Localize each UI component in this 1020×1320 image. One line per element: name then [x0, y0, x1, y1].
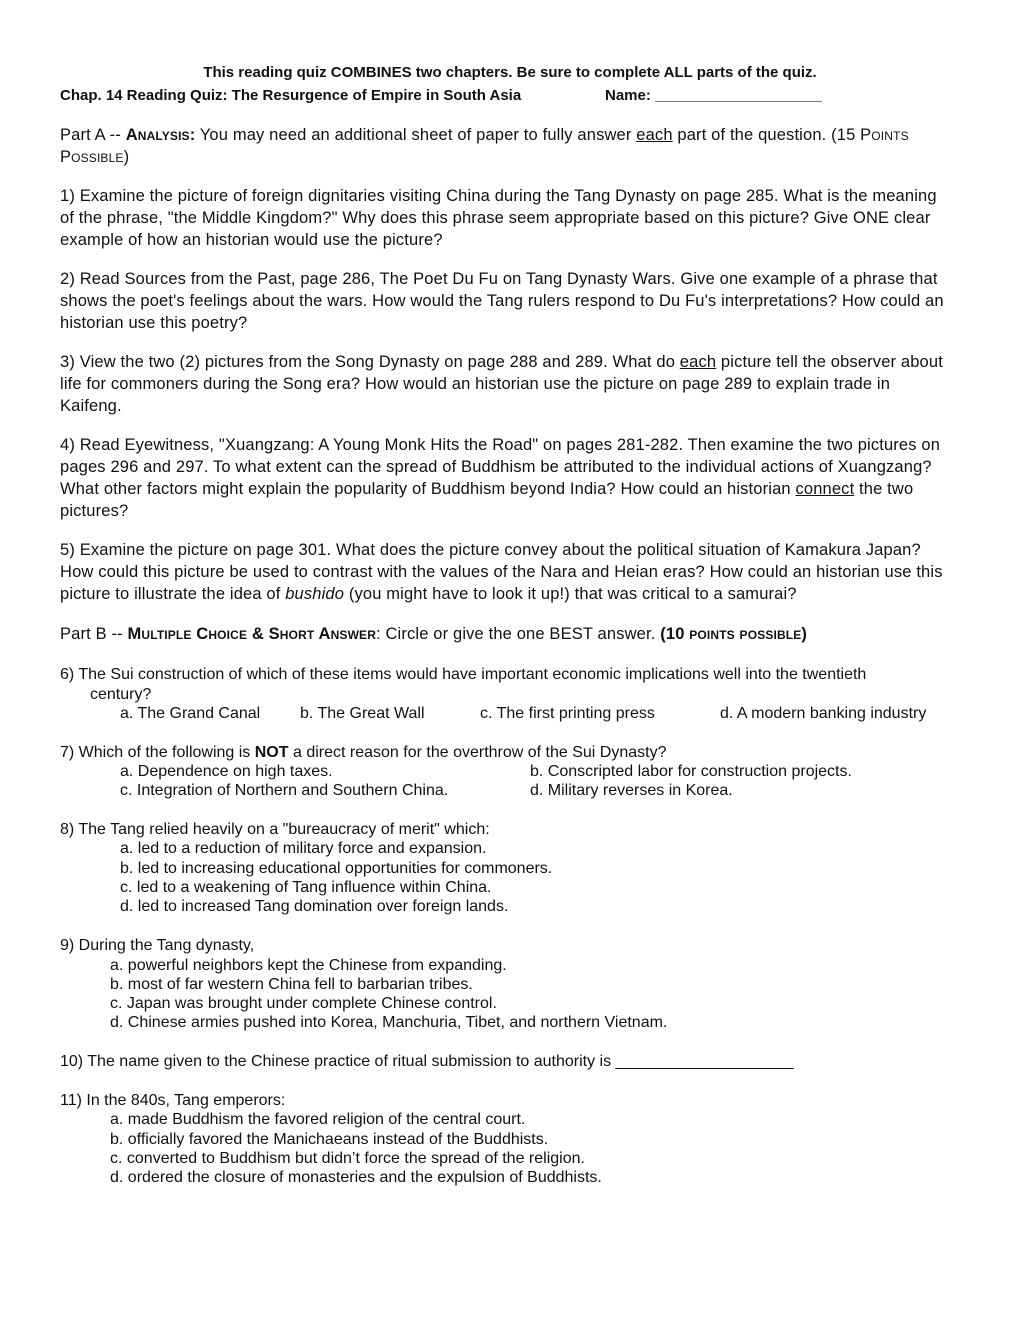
emphasis: each [679, 353, 717, 371]
question-1-line: of the phrase, "the Middle Kingdom?" Why does this phrase seem appropriate based on this picture? Give ONE clear [60, 209, 931, 227]
question-11-stem: 11) In the 840s, Tang emperors: [60, 1092, 286, 1109]
option-a[interactable]: a. made Buddhism the favored religion of the central court. [110, 1111, 526, 1128]
option-b[interactable]: b. most of far western China fell to barbarian tribes. [110, 976, 473, 993]
section-name: Multiple Choice & Short Answer [127, 625, 377, 643]
text: picture to illustrate the idea of [60, 585, 286, 603]
section-name: Analysis: [125, 126, 196, 144]
question-4-line: pictures? [60, 502, 129, 520]
part-a-heading-cont [60, 147, 129, 167]
option-c[interactable]: c. The first printing press [480, 705, 655, 722]
text: 3) View the two (2) pictures from the Song Dynasty on page 288 and 289. What do [60, 353, 680, 371]
option-a[interactable]: a. The Grand Canal [120, 705, 261, 722]
question-4-line: pages 296 and 297. To what extent can the spread of Buddhism be attributed to the individual actions of Xuangzang? [60, 458, 932, 476]
question-2-line: shows the poet's feelings about the wars. How would the Tang rulers respond to Du Fu's interpretations? How could an [60, 292, 944, 310]
emphasis: each [636, 126, 673, 144]
option-d[interactable]: d. Chinese armies pushed into Korea, Manchuria, Tibet, and northern Vietnam. [110, 1014, 668, 1031]
option-d[interactable]: d. Military reverses in Korea. [530, 782, 733, 799]
question-5-line: How could this picture be used to contrast with the values of the Nara and Heian eras? How could an historian use this [60, 563, 943, 581]
question-5-line: 5) Examine the picture on page 301. What does the picture convey about the political situation of Kamakura Japan? [60, 541, 921, 559]
quiz-notice: This reading quiz COMBINES two chapters. Be sure to complete ALL parts of the quiz. [203, 64, 817, 81]
part-a-heading [60, 125, 909, 145]
question-1-line: example of how an historian would use the picture? [60, 231, 443, 249]
part-label: Part A -- [60, 126, 126, 144]
text: (you might have to look it up!) that was critical to a samurai? [344, 585, 797, 603]
question-10-stem[interactable]: 10) The name given to the Chinese practice of ritual submission to authority is ____________________ [60, 1053, 794, 1070]
question-3-line [60, 352, 943, 372]
option-b[interactable]: b. officially favored the Manichaeans instead of the Buddhists. [110, 1131, 549, 1148]
question-4-line: 4) Read Eyewitness, "Xuangzang: A Young Monk Hits the Road" on pages 281-282. Then examine the two pictures on [60, 436, 941, 454]
question-5-line [60, 584, 797, 604]
question-4-line [60, 479, 913, 499]
option-c[interactable]: c. led to a weakening of Tang influence within China. [120, 879, 492, 896]
option-d[interactable]: d. ordered the closure of monasteries and the expulsion of Buddhists. [110, 1169, 602, 1186]
option-c[interactable]: c. Japan was brought under complete Chinese control. [110, 995, 497, 1012]
question-3-line: life for commoners during the Song era? How would an historian use the picture on page 289 to explain trade in [60, 375, 891, 393]
quiz-title: Chap. 14 Reading Quiz: The Resurgence of Empire in South Asia [60, 87, 522, 104]
text: 7) Which of the following is [60, 744, 255, 761]
emphasis: NOT [254, 744, 289, 761]
question-8-stem: 8) The Tang relied heavily on a "bureaucracy of merit" which: [60, 821, 490, 838]
option-a[interactable]: a. powerful neighbors kept the Chinese from expanding. [110, 957, 507, 974]
option-d[interactable]: d. A modern banking industry [720, 705, 927, 722]
text: What other factors might explain the popularity of Buddhism beyond India? How could an historian [60, 480, 796, 498]
option-c[interactable]: c. Integration of Northern and Southern China. [120, 782, 449, 799]
emphasis: connect [795, 480, 855, 498]
paren: ) [123, 148, 130, 166]
question-2-line: 2) Read Sources from the Past, page 286, The Poet Du Fu on Tang Dynasty Wars. Give one example of a phrase that [60, 270, 938, 288]
text: the two [854, 480, 914, 498]
question-9-stem: 9) During the Tang dynasty, [60, 937, 255, 954]
option-a[interactable]: a. led to a reduction of military force and expansion. [120, 840, 487, 857]
question-6-stem: 6) The Sui construction of which of these items would have important economic implications well into the twentieth [60, 666, 867, 683]
points: Possible [60, 148, 124, 166]
option-d[interactable]: d. led to increased Tang domination over foreign lands. [120, 898, 509, 915]
text: a direct reason for the overthrow of the Sui Dynasty? [288, 744, 667, 761]
question-2-line: historian use this poetry? [60, 314, 248, 332]
option-b[interactable]: b. Conscripted labor for construction projects. [530, 763, 852, 780]
option-a[interactable]: a. Dependence on high taxes. [120, 763, 333, 780]
question-3-line: Kaifeng. [60, 397, 122, 415]
option-b[interactable]: b. led to increasing educational opportunities for commoners. [120, 860, 553, 877]
instructions: You may need an additional sheet of paper to fully answer [195, 126, 637, 144]
points: (10 points possible) [660, 625, 808, 643]
option-c[interactable]: c. converted to Buddhism but didn’t force the spread of the religion. [110, 1150, 585, 1167]
instructions: : Circle or give the one BEST answer. [376, 625, 661, 643]
points: Points [860, 126, 909, 144]
name-field[interactable]: Name: ____________________ [605, 87, 822, 104]
question-1-line: 1) Examine the picture of foreign dignitaries visiting China during the Tang Dynasty on page 285. What is the meaning [60, 187, 937, 205]
text: picture tell the observer about [716, 353, 943, 371]
option-b[interactable]: b. The Great Wall [300, 705, 425, 722]
part-b-heading [60, 624, 807, 644]
emphasis: bushido [285, 585, 345, 603]
instructions: part of the question. (15 [672, 126, 861, 144]
question-7-stem [60, 743, 667, 763]
part-label: Part B -- [60, 625, 128, 643]
question-6-stem: century? [90, 686, 152, 703]
